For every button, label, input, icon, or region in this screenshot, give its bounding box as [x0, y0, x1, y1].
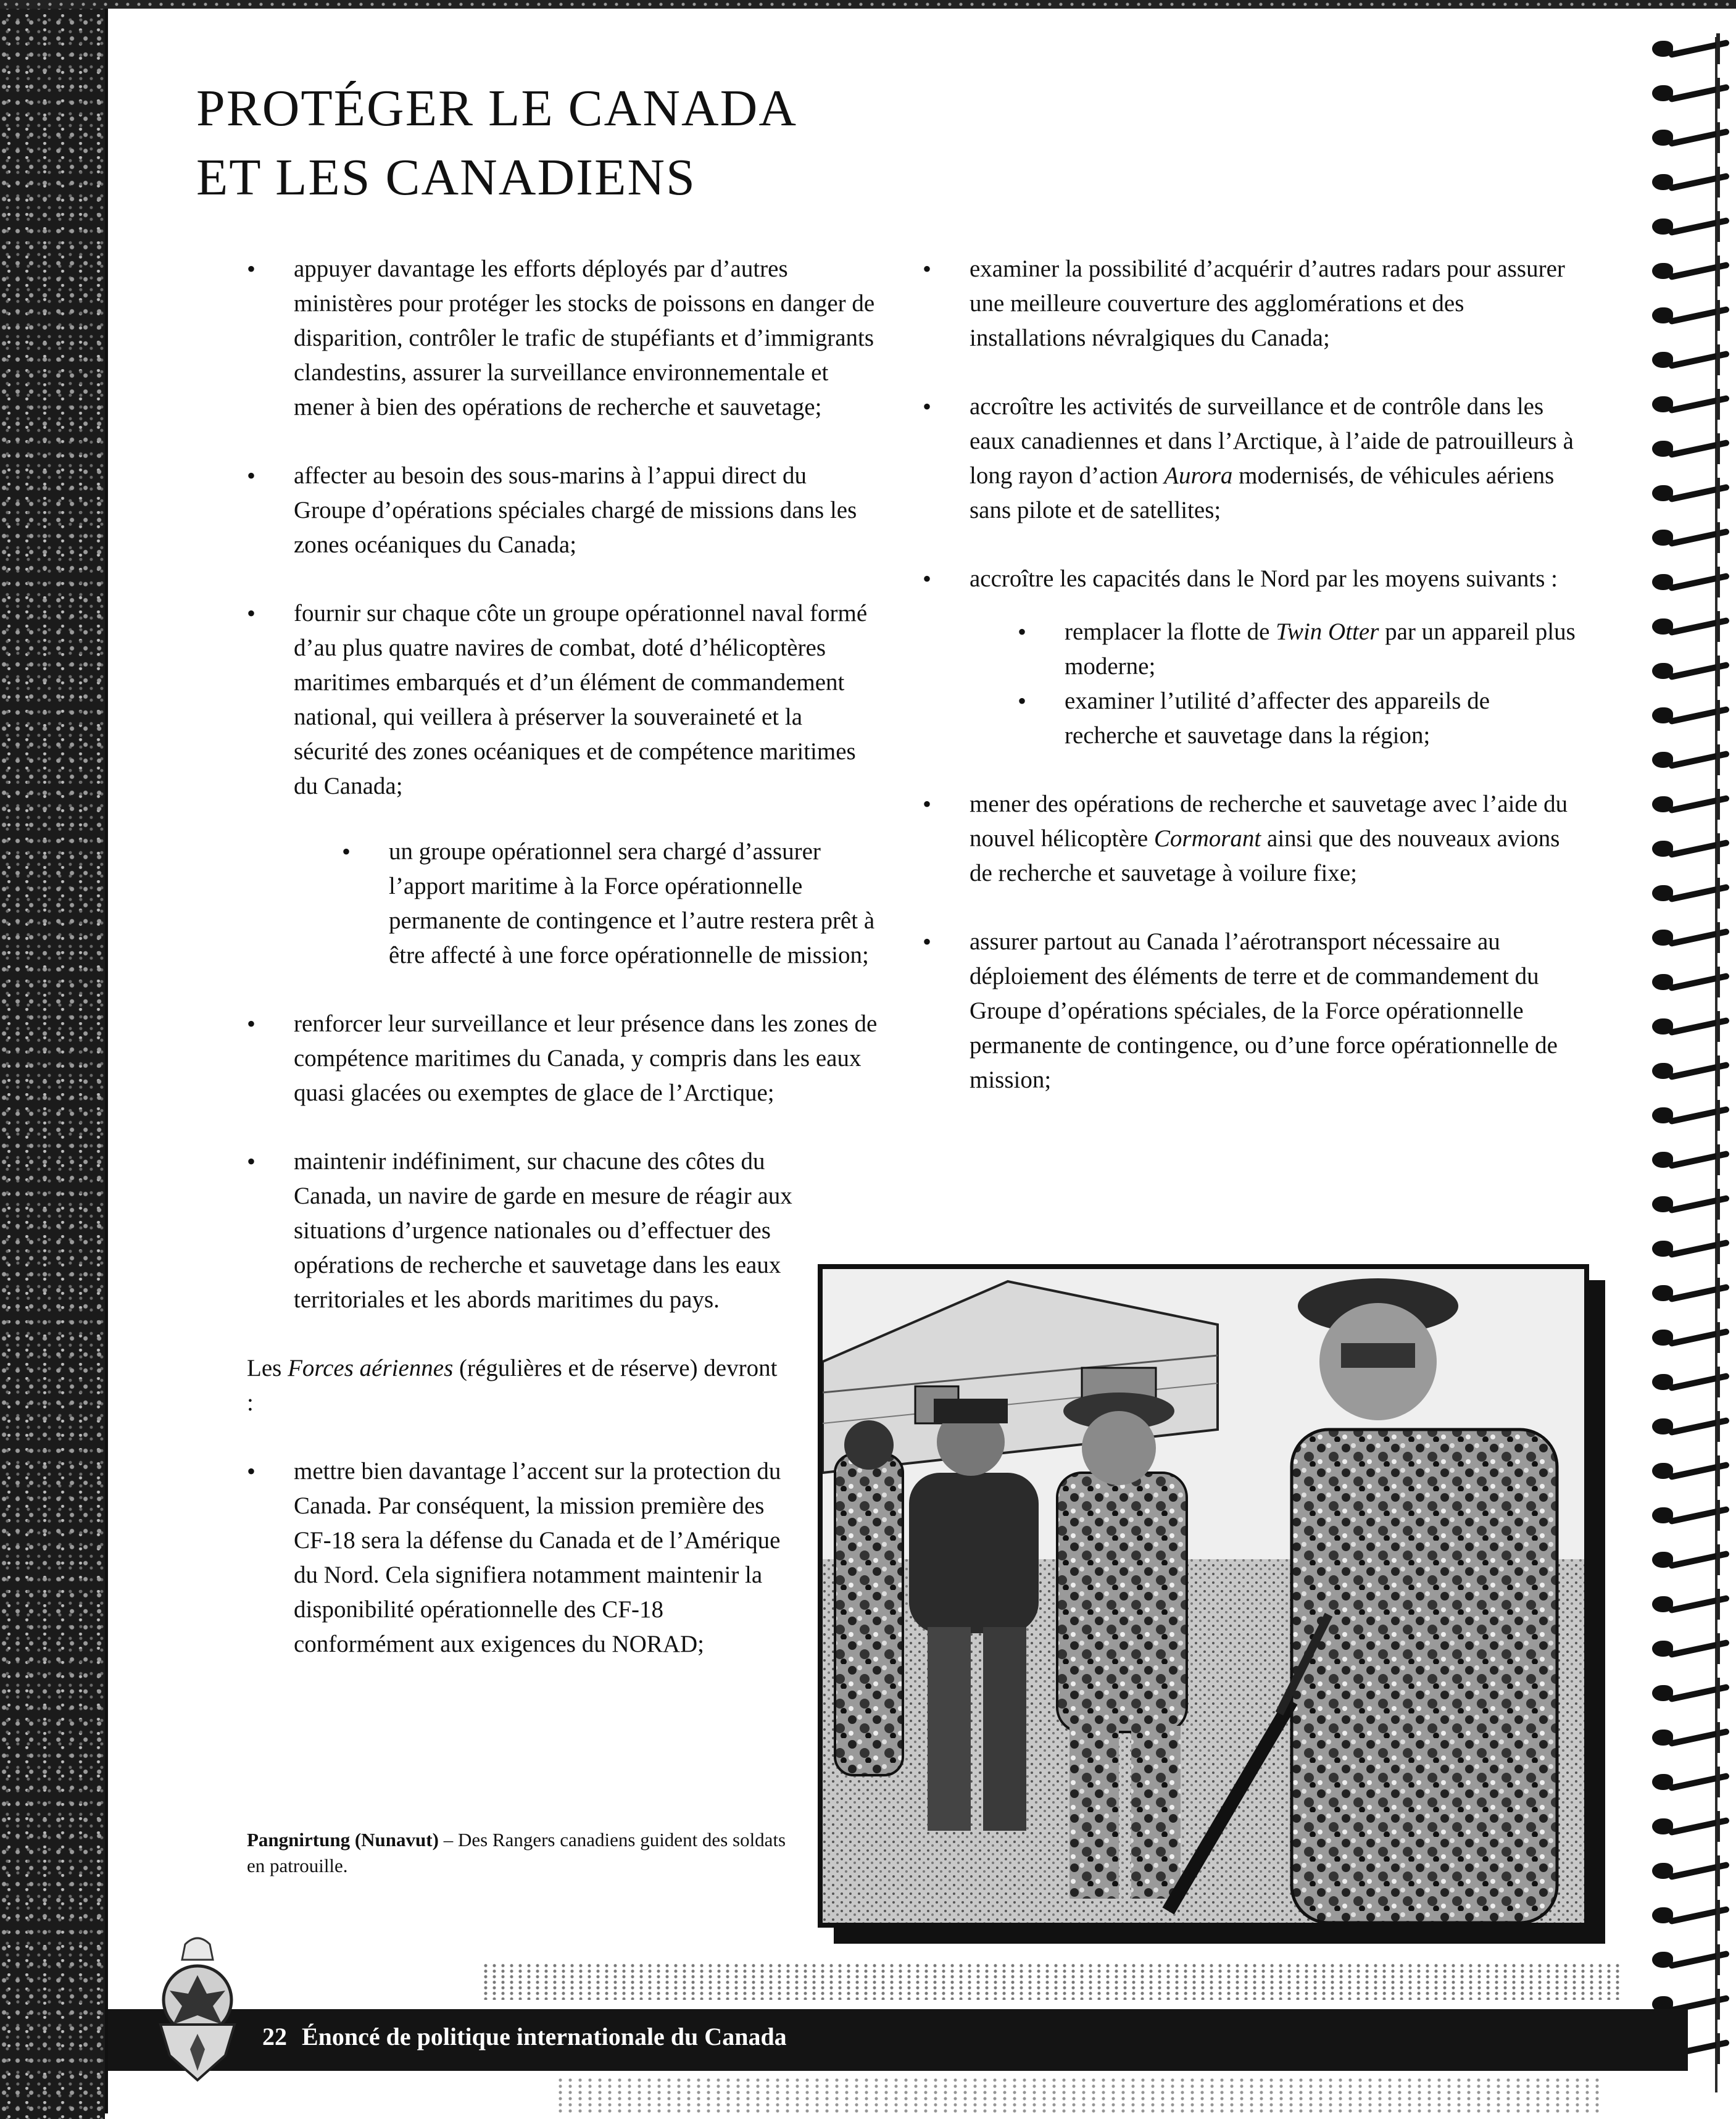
sub-list-item — [1018, 615, 1577, 684]
air-force-name: Forces aériennes — [288, 1355, 454, 1381]
caption-text: – Des Rangers canadiens guident des soldats en patrouille. — [247, 1829, 786, 1876]
spiral-coil — [1652, 615, 1731, 637]
spiral-coil — [1652, 1104, 1731, 1126]
spiral-coil — [1652, 1948, 1731, 1970]
spiral-coil — [1652, 926, 1731, 948]
intro-prefix: Les — [247, 1355, 288, 1381]
publication-title: Énoncé de politique internationale du Canada — [302, 2023, 787, 2050]
sub-list-item — [1018, 684, 1577, 753]
spiral-coil — [1652, 304, 1731, 326]
spiral-coil — [1652, 348, 1731, 370]
list-item — [247, 459, 883, 562]
sub-list-item — [342, 835, 883, 973]
list-item — [923, 389, 1577, 528]
spiral-coil — [1652, 1015, 1731, 1037]
list-item — [247, 1454, 800, 1662]
sub-bullet-text: un groupe opérationnel sera chargé d’assurer l’apport maritime à la Force opérationnelle permanente de contingence et l’autre restera prêt à être affecté à une force opérationnelle de mission; — [389, 838, 875, 968]
sub-bullet-text: examiner l’utilité d’affecter des appareils de recherche et sauvetage dans la région; — [1065, 688, 1490, 749]
title-line-1: PROTÉGER LE CANADA — [196, 80, 797, 137]
bullet-text: renforcer leur surveillance et leur présence dans les zones de compétence maritimes du Canada, y compris dans les eaux quasi glacées ou exemptes de glace de l’Arctique; — [294, 1010, 878, 1106]
spiral-coil — [1652, 259, 1731, 281]
spiral-coil — [1652, 1548, 1731, 1570]
spiral-coil — [1652, 1770, 1731, 1792]
canadian-forces-emblem-icon — [136, 1932, 259, 2092]
rangers-patrol-photo — [818, 1264, 1589, 1928]
spiral-coil — [1652, 81, 1731, 104]
spiral-coil — [1652, 1193, 1731, 1215]
helicopter-name: Cormorant — [1153, 825, 1261, 852]
spiral-coil — [1652, 704, 1731, 726]
spiral-coil — [1652, 215, 1731, 237]
spiral-coil — [1652, 1237, 1731, 1259]
sub-list — [970, 615, 1577, 753]
spiral-coil — [1652, 793, 1731, 815]
spiral-coil — [1652, 1681, 1731, 1704]
spiral-coil — [1652, 437, 1731, 459]
list-item — [923, 925, 1577, 1097]
list-item — [923, 252, 1577, 356]
spiral-coil — [1652, 1815, 1731, 1837]
spiral-coil — [1652, 570, 1731, 593]
bullet-text: appuyer davantage les efforts déployés par d’autres ministères pour protéger les stocks de poissons en danger de disparition, contrôler le trafic de stupéfiants et d’immigrants clandestins, assurer la surveillance environnementale et mener à bien des opérations de recherche et sauvetage; — [294, 256, 875, 420]
bullet-text: affecter au besoin des sous-marins à l’appui direct du Groupe d’opérations spéciales chargé de missions dans les zones océaniques du Canada; — [294, 462, 857, 558]
aircraft-name: Twin Otter — [1276, 618, 1379, 645]
spiral-binding — [1643, 37, 1736, 2092]
bullet-text: accroître les activités de surveillance et de contrôle dans les eaux canadiennes et dans l’Arctique, à l’aide de patrouilleurs à long rayon d’action — [970, 393, 1574, 489]
list-item — [923, 787, 1577, 891]
intro-suffix: (régulières et de réserve) devront : — [247, 1355, 778, 1416]
spiral-coil — [1652, 1637, 1731, 1659]
aircraft-name: Aurora — [1164, 462, 1233, 489]
spiral-coil — [1652, 1459, 1731, 1481]
spiral-coil — [1652, 1592, 1731, 1615]
spiral-coil — [1652, 1148, 1731, 1170]
sub-bullet-text: remplacer la flotte de — [1065, 618, 1276, 645]
bullet-text: examiner la possibilité d’acquérir d’autres radars pour assurer une meilleure couverture des agglomérations et des installations névralgiques du Canada; — [970, 256, 1565, 351]
list-item — [247, 252, 883, 425]
spiral-coil — [1652, 659, 1731, 681]
spiral-coil — [1652, 837, 1731, 859]
spiral-coil — [1652, 748, 1731, 770]
bullet-text: assurer partout au Canada l’aérotransport nécessaire au déploiement des éléments de terre et de commandement du Groupe d’opérations spéciales, de la Force opérationnelle permanente de contingence, ou d’une force opérationnelle de mission; — [970, 928, 1558, 1093]
spiral-coil — [1652, 1059, 1731, 1081]
bullet-text-cont: modernisés, de véhicules aériens sans pilote et de satellites; — [970, 462, 1555, 523]
list-item — [923, 562, 1577, 753]
photo-caption — [247, 1827, 802, 1879]
sub-list — [294, 835, 883, 973]
spiral-coil — [1652, 1904, 1731, 1926]
bullet-text: mettre bien davantage l’accent sur la protection du Canada. Par conséquent, la mission première des CF-18 sera la défense du Canada et de l’Amérique du Nord. Cela signifiera notamment maintenir la disponibilité opérationnelle des CF-18 conformément aux exigences du NORAD; — [294, 1458, 781, 1657]
list-item — [247, 1007, 883, 1110]
right-column — [923, 252, 1577, 1131]
spiral-coil — [1652, 393, 1731, 415]
bullet-text: maintenir indéfiniment, sur chacune des côtes du Canada, un navire de garde en mesure de réagir aux situations d’urgence nationales ou d’effectuer des opérations de recherche et sauvetage dans les eaux territoriales et les abords maritimes du pays. — [294, 1148, 792, 1313]
caption-location: Pangnirtung (Nunavut) — [247, 1829, 439, 1850]
bullet-text: fournir sur chaque côte un groupe opérationnel naval formé d’au plus quatre navires de combat, doté d’hélicoptères maritimes embarqués et d’un élément de commandement national, qui veillera à préserver la souveraineté et la sécurité des zones océaniques et de compétence maritimes du Canada; — [294, 600, 868, 799]
scan-frame-left — [0, 0, 105, 2119]
list-item — [247, 596, 883, 973]
page-number: 22 — [262, 2023, 287, 2050]
spiral-coil — [1652, 881, 1731, 904]
spiral-coil — [1652, 1326, 1731, 1348]
footer-texture-bottom — [555, 2077, 1605, 2114]
spiral-coil — [1652, 970, 1731, 993]
page-title — [196, 74, 1122, 212]
spiral-coil — [1652, 126, 1731, 148]
spiral-coil — [1652, 1726, 1731, 1748]
spiral-coil — [1652, 1504, 1731, 1526]
spiral-coil — [1652, 481, 1731, 504]
spiral-coil — [1652, 1370, 1731, 1393]
footer-texture-top — [481, 1963, 1623, 2000]
spiral-coil — [1652, 1859, 1731, 1881]
bullet-text: mener des opérations de recherche et sauvetage avec l’aide du nouvel hélicoptère — [970, 791, 1568, 852]
left-column — [247, 252, 883, 1696]
footer-text — [262, 2018, 787, 2055]
scan-frame-top — [0, 0, 1736, 9]
spiral-coil — [1652, 37, 1731, 59]
spiral-coil — [1652, 170, 1731, 193]
bullet-text-cont: ainsi que des nouveaux avions de recherche et sauvetage à voilure fixe; — [970, 825, 1560, 886]
bullet-text: accroître les capacités dans le Nord par les moyens suivants : — [970, 565, 1558, 592]
title-line-2: ET LES CANADIENS — [196, 149, 696, 206]
sub-bullet-text-cont: par un appareil plus moderne; — [1065, 618, 1576, 680]
spiral-coil — [1652, 1281, 1731, 1304]
list-item — [247, 1144, 800, 1317]
spiral-coil — [1652, 1415, 1731, 1437]
air-force-intro — [247, 1351, 784, 1420]
spiral-coil — [1652, 526, 1731, 548]
